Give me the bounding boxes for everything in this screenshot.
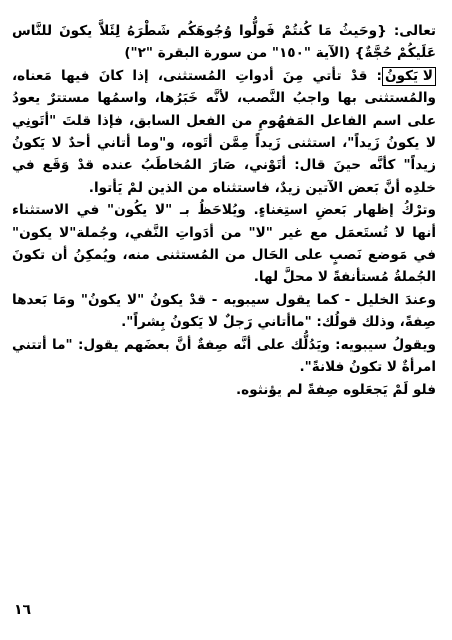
paragraph-khalil-opinion: وعندَ الخليل - كما يقول سيبويه - قدْ يكونُ "لا يكونُ" ومَا بَعدها صِفةً، وذلك قولُك: "ماأتاني رَجلٌ لا يَكونُ بِشراً". bbox=[12, 291, 436, 331]
paragraph-conclusion: فلو لَمْ يَجعَلوه صِفةً لم يؤنثوه. bbox=[236, 381, 436, 398]
boxed-term-continuation: : قدْ تأتي مِنَ أدواتِ المُستثنى، إذا كانَ فيها مَعناه، bbox=[12, 67, 382, 84]
paragraph-sibawayh-quote: ويقولُ سيبويه: ويَدُلُّك على أنَّه صِفةٌ أنَّ بعضَهم يقول: "ما أتتني امرأةٌ لا تكونُ فلانةً". bbox=[12, 336, 436, 376]
paragraph-la-yakunu-body: والمُستثنى بها واجبُ النَّصب، لأنَّه خَبَرُها، واسمُها مستترٌ يعودُ على اسم الفاعل المَفهُومِ من الفعل السابق، فإذا قلتَ "أتَونِي لا يكونُ زَيداً"، استثنى زَيداً مِمَّن أتَوه، و"وما أتاني أحدٌ لا يَكونُ زيداً" كأنَّه حينَ قال: أتَوْني، صَارَ المُخاطَبُ عنده قدْ وَقَع في خلدِه أنَّ بَعض الآتين زيدٌ، فاستثناه من الذين لمْ يَأتوا. bbox=[12, 90, 436, 196]
paragraph-verse-citation: تعالى: {وحَيثُ مَا كُنتُمْ فَولُّوا وُجُوهَكُم شَطْرَهُ لِئَلاَّ يكونَ للنَّاس عَلَيكُمْ حُجَّةٌ} (الآية "١٥٠" من سورة البقرة "٢") bbox=[12, 23, 436, 62]
page-number: ١٦ bbox=[14, 602, 32, 618]
paragraph-usage-notes: وترْكُ إظهار بَعضِ استِغناءٍ. ويُلاحَظُ بـ "لا يكُون" في الاستثناء أنها لا تُستَعمَل مع غير "لا" من أدَواتِ النَّفي، وجُملة"لا يكون" في مَوضع نَصبٍ على الحَال من المُستثنى منه، ويُمكِنُ أن تكونَ الجُملةُ مُستأنفةً لا محلَّ لها. bbox=[12, 202, 436, 286]
paragraph-la-yakunu-definition bbox=[12, 65, 436, 199]
boxed-term-la-yakunu: لا يَكونُ bbox=[382, 67, 436, 86]
